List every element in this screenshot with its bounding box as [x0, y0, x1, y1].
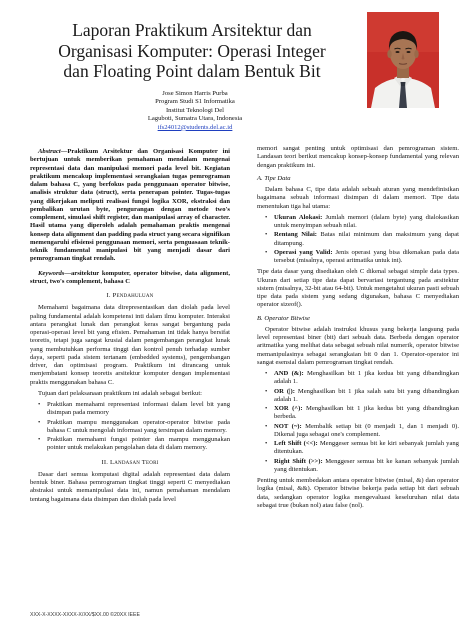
data-type-properties-list: [257, 214, 459, 266]
list-item-text: Menggeser semua bit ke kanan sebanyak jumlah yang ditentukan.: [274, 457, 459, 473]
list-item: [274, 458, 459, 475]
list-item-term: XOR (^):: [274, 405, 303, 412]
list-item-term: Left Shift (<<):: [274, 440, 318, 447]
author-program: Program Studi S1 Informatika: [155, 98, 235, 106]
subsection-heading-data-types: A. Tipe Data: [257, 174, 291, 182]
author-block: [120, 90, 270, 132]
left-column: [30, 148, 230, 507]
list-item-term: AND (&):: [274, 370, 304, 377]
list-item: [274, 405, 459, 422]
list-item-text: Menghasilkan bit 1 jika salah satu bit yang dibandingkan adalah 1.: [274, 387, 459, 403]
paper-title: [22, 20, 362, 82]
list-item: • Praktikan memahami representasi informasi dalam level bit yang disimpan pada memory: [47, 401, 230, 418]
title-line-2: Organisasi Komputer: Operasi Integer: [58, 40, 326, 61]
title-line-3: dan Floating Point dalam Bentuk Bit: [63, 61, 321, 81]
list-item: [274, 214, 459, 231]
copyright-footer: XXX-X-XXXX-XXXX-X/XX/$XX.00 ©20XX IEEE: [30, 612, 140, 618]
title-line-1: Laporan Praktikum Arsitektur dan: [72, 20, 312, 40]
list-item: [274, 231, 459, 248]
list-item: [274, 423, 459, 440]
section-heading-introduction: I. Pendahuluan: [106, 292, 154, 299]
bitwise-operators-list: [257, 370, 459, 474]
right-column: [257, 145, 459, 513]
keywords-label: Keywords: [38, 269, 65, 277]
data-types-paragraph-2: Tipe data dasar yang disediakan oleh C dikenal sebagai simple data types. Ukuran dari setiap tipe data dapat bervariasi tergantung pada arsitektur sistem (misalnya, 32-bit atau 64-bit). Untuk mengetahui ukuran pasti sebuah tipe data pada sistem yang sedang digunakan, bahasa C menyediakan operator sizeof().: [257, 268, 459, 309]
list-item-text: Batas nilai minimum dan maksimum yang dapat ditampung.: [274, 231, 459, 247]
author-name: Jose Simon Harris Purba: [162, 90, 228, 97]
keywords: [30, 270, 230, 287]
list-item-term: OR (|):: [274, 387, 295, 395]
list-item: [274, 440, 459, 457]
author-email-link[interactable]: ifs24012@students.del.ac.id: [157, 123, 233, 131]
subsection-heading-bitwise: B. Operator Bitwise: [257, 314, 310, 322]
abstract: [30, 148, 230, 264]
list-item: [274, 370, 459, 387]
list-item-term: NOT (~):: [274, 422, 302, 430]
list-item: • Praktikan mampu menggunakan operator-operator bitwise pada bahasa C untuk mengolah informasi yang tersimpan dalam memory.: [47, 419, 230, 436]
intro-paragraph-2: Tujuan dari pelaksanaan praktikum ini adalah sebagai berikut:: [38, 389, 203, 397]
list-item-text: Jumlah memori (dalam byte) yang dialokasikan untuk menyimpan sebuah nilai.: [274, 213, 459, 229]
bitwise-paragraph-1: Operator bitwise adalah instruksi khusus yang bekerja langsung pada level representasi biner (bit) dari sebuah data. Berbeda dengan operator aritmatika yang melihat data sebagai sebuah nilai numerik, operator bitwise memanipulasinya sebagai serangkaian bit 0 dan 1. Operator-operator ini sangat esensial dalam pemrograman tingkat rendah.: [257, 325, 459, 366]
abstract-text: —Praktikum Arsitektur dan Organisasi Komputer ini bertujuan untuk memberikan pemahaman mendalam mengenai representasi data dan manipulasi memori pada level bit. Kegiatan praktikum mencakup implementasi serangkaian tugas pemrograman dalam bahasa C, yang berfokus pada penggunaan operator bitwise, analisis struktur data (struct), serta penerapan pointer. Tugas-tugas yang dikerjakan meliputi realisasi fungsi logika XOR, ekstraksi dan pembalikan urutan byte, pengurangan dengan metode two's complement, simulasi shift register, dan manipulasi array of character. Hasil utama yang diperoleh adalah pemahaman praktis mengenai konsep data alignment dan padding pada struct yang secara signifikan memengaruhi efisiensi penggunaan memori, serta penguasaan teknik-teknik fundamental manipulasi bit yang menjadi dasar dari pemrograman tingkat rendah.: [30, 148, 230, 263]
list-item-text: Membalik setiap bit (0 menjadi 1, dan 1 menjadi 0). Dikenal juga sebagai one's complement.: [274, 422, 459, 438]
bitwise-paragraph-2: Penting untuk membedakan antara operator bitwise (misal, &) dan operator logika (misal, &&). Operator bitwise bekerja pada setiap bit dari sebuah data, sedangkan operator logika mengevaluasi keseluruhan nilai data sebagai true (bukan nol) atau false (nol).: [257, 477, 459, 509]
author-institute: Institut Teknologi Del: [165, 106, 225, 114]
theory-paragraph-1: Dasar dari semua komputasi digital adalah representasi data dalam bentuk biner. Bahasa pemrograman tingkat tinggi seperti C menyediakan abstraksi untuk memanipulasi data ini, namun pemahaman mendalam tentang bagaimana data disimpan dan diolah pada level: [30, 470, 230, 503]
list-item-term: Right Shift (>>):: [274, 457, 323, 465]
list-item-text: Menghasilkan bit 1 jika kedua bit yang dibandingkan berbeda.: [274, 405, 459, 421]
author-portrait-image: [367, 12, 439, 108]
list-item-term: Operasi yang Valid:: [274, 248, 333, 256]
author-photo: [367, 12, 439, 108]
list-item: • Praktikan memahami fungsi pointer dan mampu menggunakan pointer untuk melakukan pengolahan data di dalam memory.: [47, 436, 230, 453]
data-types-paragraph-1: Dalam bahasa C, tipe data adalah sebuah aturan yang mendefinisikan bagaimana sebuah informasi disimpan di dalam memori. Tipe data menentukan tiga hal utama:: [257, 186, 459, 210]
objectives-list: [30, 401, 230, 453]
author-location: Laguboti, Sumatra Utara, Indonesia: [147, 115, 243, 123]
keywords-text: —arsitektur komputer, operator bitwise, data alignment, struct, two's complement, bahasa C: [30, 269, 230, 285]
abstract-label: Abstract: [38, 148, 61, 155]
list-item-text: Menggeser semua bit ke kiri sebanyak jumlah yang ditentukan.: [274, 440, 459, 456]
list-item-term: Rentang Nilai:: [274, 231, 317, 239]
list-item-text: Menghasilkan bit 1 jika kedua bit yang dibandingkan adalah 1.: [274, 370, 459, 386]
section-heading-theory: II. Landasan Teori: [101, 458, 159, 466]
list-item: [274, 249, 459, 266]
list-item-text: Jenis operasi yang bisa dikenakan pada data tersebut (misalnya, operasi aritmatika untuk int).: [274, 248, 460, 264]
intro-paragraph-1: Memahami bagaimana data direpresentasikan dan diolah pada level paling fundamental adalah kompetensi inti dalam ilmu komputer. Interaksi antara perangkat lunak dan perangkat keras sangat bergantung pada operasi-operasi level bit yang efisien. Pemahaman ini tidak hanya bersifat teoretis, tetapi juga sangat krusial dalam pengembangan perangkat lunak yang membutuhkan performa tinggi dan kontrol penuh terhadap sumber daya, seperti pada sistem tertanam (embedded systems), pengembangan driver, dan optimisasi program. Praktikum ini dirancang untuk menjembatani konsep teoretis arsitektur komputer dengan implementasi praktis menggunakan bahasa C.: [30, 304, 230, 386]
list-item: [274, 388, 459, 405]
theory-paragraph-continued: memori sangat penting untuk optimisasi dan pemrograman sistem. Landasan teori berikut mencakup konsep-konsep fundamental yang relevan dengan praktikum ini.: [257, 145, 459, 169]
list-item-term: Ukuran Alokasi:: [274, 213, 323, 221]
